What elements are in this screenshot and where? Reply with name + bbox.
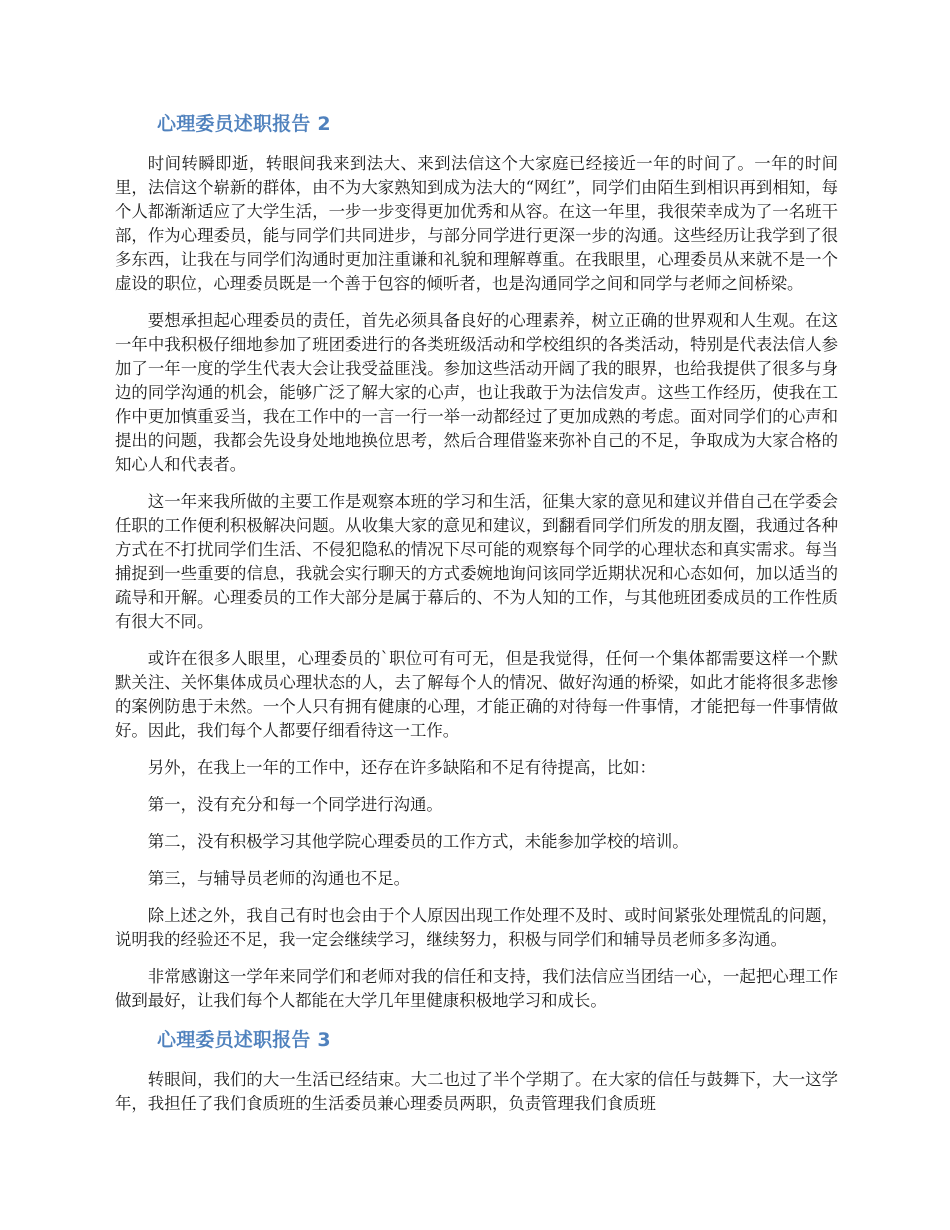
paragraph: 非常感谢这一学年来同学们和老师对我的信任和支持，我们法信应当团结一心，一起把心理工作做到最好，让我们每个人都能在大学几年里健康积极地学习和成长。 bbox=[115, 967, 838, 1010]
paragraph: 时间转瞬即逝，转眼间我来到法大、来到法信这个大家庭已经接近一年的时间了。一年的时间里，法信这个崭新的群体，由不为大家熟知到成为法大的“网红”，同学们由陌生到相识再到相知，每个人都渐渐适应了大学生活，一步一步变得更加优秀和从容。在这一年里，我很荣幸成为了一名班干部，作为心理委员，能与同学们共同进步，与部分同学进行更深一步的沟通。这些经历让我学到了很多东西，让我在与同学们沟通时更加注重谦和礼貌和理解尊重。在我眼里，心理委员从来就不是一个虚设的职位，心理委员既是一个善于包容的倾听者，也是沟通同学之间和同学与老师之间桥梁。 bbox=[115, 154, 838, 293]
paragraph: 另外，在我上一年的工作中，还存在许多缺陷和不足有待提高，比如： bbox=[147, 758, 656, 777]
list-item-paragraph: 第二，没有积极学习其他学院心理委员的工作方式，未能参加学校的培训。 bbox=[147, 832, 689, 851]
paragraph: 转眼间，我们的大一生活已经结束。大二也过了半个学期了。在大家的信任与鼓舞下，大一这学年，我担任了我们食质班的生活委员兼心理委员两职，负责管理我们食质班 bbox=[115, 1070, 838, 1113]
paragraph: 这一年来我所做的主要工作是观察本班的学习和生活，征集大家的意见和建议并借自己在学委会任职的工作便利积极解决问题。从收集大家的意见和建议，到翻看同学们所发的朋友圈，我通过各种方式在不打扰同学们生活、不侵犯隐私的情况下尽可能的观察每个同学的心理状态和真实需求。每当捕捉到一些重要的信息，我就会实行聊天的方式委婉地询问该同学近期状况和心态如何，加以适当的疏导和开解。心理委员的工作大部分是属于幕后的、不为人知的工作，与其他班团委成员的工作性质有很大不同。 bbox=[115, 492, 838, 631]
paragraph: 或许在很多人眼里，心理委员的`职位可有可无，但是我觉得，任何一个集体都需要这样一个默默关注、关怀集体成员心理状态的人，去了解每个人的情况、做好沟通的桥梁，如此才能将很多悲惨的案例防患于未然。一个人只有拥有健康的心理，才能正确的对待每一件事情，才能把每一件事情做好。因此，我们每个人都要仔细看待这一工作。 bbox=[115, 649, 838, 740]
section-heading-report-2: 心理委员述职报告 2 bbox=[157, 113, 331, 135]
paragraph: 除上述之外，我自己有时也会由于个人原因出现工作处理不及时、或时间紧张处理慌乱的问题，说明我的经验还不足，我一定会继续学习，继续努力，积极与同学们和辅导员老师多多沟通。 bbox=[115, 906, 838, 949]
document-body bbox=[115, 110, 838, 1129]
list-item-paragraph: 第一，没有充分和每一个同学进行沟通。 bbox=[147, 795, 443, 814]
paragraph: 要想承担起心理委员的责任，首先必须具备良好的心理素养，树立正确的世界观和人生观。在这一年中我积极仔细地参加了班团委进行的各类班级活动和学校组织的各类活动，特别是代表法信人参加了一年一度的学生代表大会让我受益匪浅。参加这些活动开阔了我的眼界，也给我提供了很多与身边的同学沟通的机会，能够广泛了解大家的心声，也让我敢于为法信发声。这些工作经历，使我在工作中更加慎重妥当，我在工作中的一言一行一举一动都经过了更加成熟的考虑。面对同学们的心声和提出的问题，我都会先设身处地地换位思考，然后合理借鉴来弥补自己的不足，争取成为大家合格的知心人和代表者。 bbox=[115, 311, 838, 474]
list-item-paragraph: 第三，与辅导员老师的沟通也不足。 bbox=[147, 869, 411, 888]
section-heading-report-3: 心理委员述职报告 3 bbox=[157, 1029, 331, 1051]
